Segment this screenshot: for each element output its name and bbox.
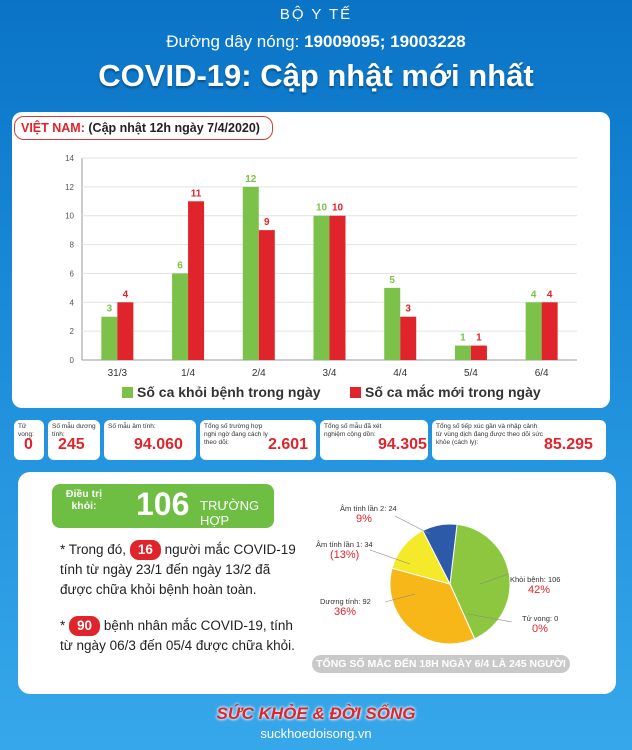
bar-new-cases bbox=[542, 302, 558, 360]
bar-new-cases bbox=[188, 201, 204, 360]
bar-value-label: 10 bbox=[331, 202, 344, 214]
pie-label-negative1 bbox=[316, 540, 373, 562]
pie-label-text: Âm tính lần 2: 24 bbox=[340, 504, 397, 513]
stats-bar bbox=[14, 420, 612, 464]
y-tick-label: 2 bbox=[69, 327, 74, 337]
pie-label-deaths bbox=[522, 614, 558, 636]
stat-label: Số mẫu dương tính: bbox=[52, 423, 96, 438]
bar-new-cases bbox=[259, 230, 275, 360]
pie-leader-line bbox=[395, 516, 430, 534]
note-2 bbox=[60, 616, 300, 656]
pie-label-percent: 42% bbox=[528, 584, 551, 596]
stat-value: 2.601 bbox=[268, 436, 309, 453]
daily-bar-chart bbox=[12, 140, 602, 384]
bar-value-label: 1 bbox=[460, 332, 466, 344]
bar-value-label: 6 bbox=[177, 260, 183, 272]
pie-label-percent: 0% bbox=[532, 623, 548, 635]
bar-recovered bbox=[526, 302, 542, 360]
x-tick-label: 4/4 bbox=[393, 368, 408, 379]
legend-recovered bbox=[122, 384, 321, 400]
site-url: suckhoedoisong.vn bbox=[260, 726, 372, 741]
bar-new-cases bbox=[471, 346, 487, 360]
y-tick-label: 0 bbox=[69, 356, 74, 365]
pie-label-text: Âm tính lần 1: 34 bbox=[316, 540, 373, 549]
pie-label-text: Dương tính: 92 bbox=[320, 597, 371, 606]
country-label: VIỆT NAM: bbox=[21, 121, 85, 135]
recovered-suffix: TRƯỜNG HỢP bbox=[200, 498, 260, 528]
pie-total-caption: TỔNG SỐ MẮC ĐẾN 18H NGÀY 6/4 LÀ 245 NGƯỜI bbox=[312, 655, 570, 673]
bar-value-label: 3 bbox=[405, 303, 411, 315]
bar-recovered bbox=[384, 288, 400, 360]
bar-new-cases bbox=[400, 317, 416, 360]
stat-label: Tử vong: bbox=[18, 423, 34, 438]
pie-label-text: Khỏi bệnh: 106 bbox=[510, 575, 561, 584]
stat-quarantine bbox=[200, 420, 316, 460]
bar-recovered bbox=[314, 216, 330, 360]
organization-name: BỘ Y TẾ bbox=[279, 6, 353, 23]
bar-value-label: 11 bbox=[190, 188, 202, 200]
legend-swatch-green bbox=[122, 387, 133, 398]
note-1-prefix: * Trong đó, bbox=[60, 542, 127, 557]
hotline bbox=[0, 32, 632, 52]
note-2-prefix: * bbox=[60, 618, 66, 633]
update-date: (Cập nhật 12h ngày 7/4/2020) bbox=[88, 121, 260, 135]
bar-new-cases bbox=[330, 216, 346, 360]
bar-value-label: 5 bbox=[389, 274, 395, 286]
x-tick-label: 1/4 bbox=[181, 368, 196, 379]
stat-tested bbox=[320, 420, 428, 460]
legend-recovered-label: Số ca khỏi bệnh trong ngày bbox=[137, 384, 321, 400]
bar-value-label: 12 bbox=[245, 173, 257, 185]
stat-value: 0 bbox=[24, 436, 33, 453]
pie-label-positive bbox=[320, 597, 371, 619]
bar-value-label: 4 bbox=[122, 289, 129, 301]
y-tick-label: 8 bbox=[69, 240, 74, 250]
brand-logo: SỨC KHỎE & ĐỜI SỐNG bbox=[216, 704, 416, 723]
legend-swatch-red bbox=[350, 387, 361, 398]
stat-label: Tổng số mẫu đã xét nghiệm cộng dồn: bbox=[324, 423, 382, 438]
bar-value-label: 10 bbox=[315, 202, 328, 214]
y-tick-label: 14 bbox=[65, 154, 74, 163]
pie-label-percent: 36% bbox=[334, 606, 357, 618]
x-tick-label: 5/4 bbox=[463, 368, 478, 379]
y-tick-label: 4 bbox=[69, 298, 74, 308]
recovered-banner bbox=[52, 484, 274, 528]
recovered-number: 106 bbox=[136, 486, 190, 522]
bar-recovered bbox=[172, 273, 188, 360]
pie-label-recovered bbox=[510, 575, 560, 597]
y-tick-label: 12 bbox=[65, 182, 74, 192]
x-tick-label: 3/4 bbox=[322, 368, 337, 379]
update-tag bbox=[14, 116, 273, 140]
stat-value: 245 bbox=[58, 436, 85, 453]
note-1-number: 16 bbox=[130, 540, 161, 560]
bar-value-label: 3 bbox=[106, 303, 113, 315]
bar-recovered bbox=[455, 346, 471, 360]
stat-label: Số mẫu âm tính: bbox=[108, 423, 156, 430]
pie-label-text: Tử vong: 0 bbox=[522, 614, 559, 623]
x-tick-label: 2/4 bbox=[251, 368, 266, 379]
bar-recovered bbox=[101, 317, 117, 360]
hotline-label: Đường dây nóng: bbox=[166, 32, 300, 51]
stat-value: 85.295 bbox=[544, 436, 593, 453]
note-1-text: người mắc COVID-19 tính từ ngày 23/1 đến ngày 13/2 đã được chữa khỏi bệnh hoàn toàn. bbox=[60, 542, 296, 597]
stat-contacts bbox=[432, 420, 606, 460]
stat-label: Tổng số trường hợp nghi ngờ đang cách ly theo dõi: bbox=[204, 423, 268, 446]
bar-new-cases bbox=[117, 302, 133, 360]
stat-label: Tổng số tiếp xúc gần và nhập cảnh từ vùng dịch đang được theo dõi sức khỏe (cách ly): bbox=[436, 423, 543, 446]
legend-new-cases bbox=[350, 384, 541, 400]
y-tick-label: 6 bbox=[69, 269, 74, 279]
pie-label-percent: 9% bbox=[356, 513, 372, 525]
pie-label-percent: (13%) bbox=[330, 549, 360, 561]
bar-value-label: 1 bbox=[476, 332, 482, 344]
note-2-text: bệnh nhân mắc COVID-19, tính từ ngày 06/3 đến 05/4 được chữa khỏi. bbox=[60, 618, 295, 653]
note-2-number: 90 bbox=[69, 616, 100, 636]
recovered-label: Điều trị khỏi: bbox=[65, 488, 103, 512]
stat-value: 94.305 bbox=[378, 436, 427, 453]
pie-label-negative2 bbox=[340, 504, 397, 526]
stat-value: 94.060 bbox=[134, 436, 183, 453]
hotline-numbers: 19009095; 19003228 bbox=[304, 32, 466, 51]
x-tick-label: 6/4 bbox=[534, 368, 549, 379]
y-tick-label: 10 bbox=[65, 211, 74, 221]
bar-recovered bbox=[243, 187, 259, 360]
bar-value-label: 4 bbox=[546, 289, 553, 301]
legend-new-cases-label: Số ca mắc mới trong ngày bbox=[365, 384, 541, 400]
bar-value-label: 4 bbox=[530, 289, 537, 301]
stat-negative bbox=[104, 420, 196, 460]
x-tick-label: 31/3 bbox=[107, 368, 128, 379]
stat-deaths bbox=[14, 420, 44, 460]
page-title: COVID-19: Cập nhật mới nhất bbox=[98, 58, 534, 93]
bar-value-label: 9 bbox=[264, 217, 270, 229]
stat-positive bbox=[48, 420, 100, 460]
note-1 bbox=[60, 540, 300, 600]
